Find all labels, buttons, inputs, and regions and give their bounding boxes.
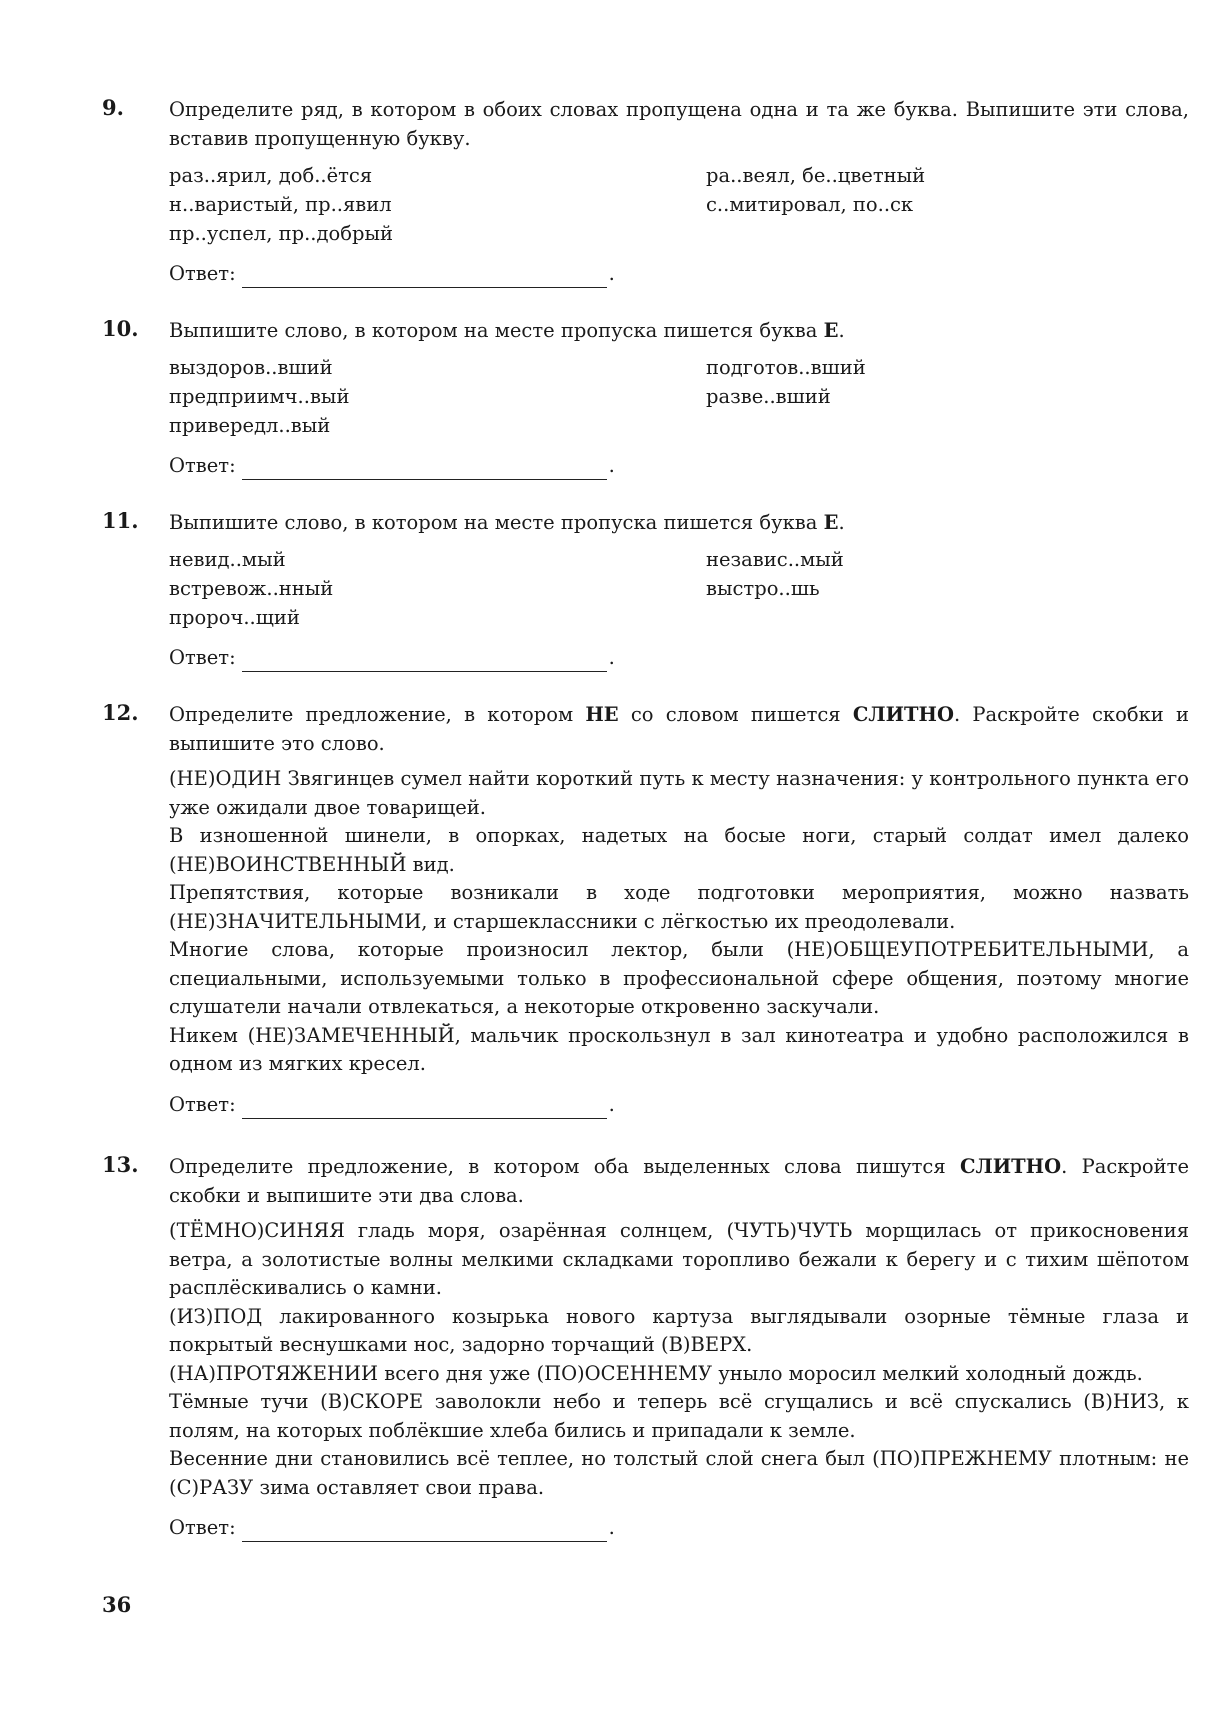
answer-dot: . <box>608 262 615 285</box>
options-grid <box>169 353 1189 440</box>
sentence: Многие слова, которые произносил лектор, были (НЕ)ОБЩЕУПОТРЕБИТЕЛЬНЫМИ, а специальными, используемыми только в профессиональной сфере общения, поэтому многие слушатели начали отвлекаться, а некоторые откровенно заскучали. <box>169 938 1189 1018</box>
task-question: Определите предложение, в котором НЕ со словом пишется СЛИТНО. Раскройте скобки и выпишите это слово. <box>169 703 1189 755</box>
answer-row <box>169 1513 1189 1542</box>
task-number: 9. <box>102 95 124 120</box>
sentence-list <box>169 765 1189 1079</box>
answer-field[interactable] <box>242 651 607 672</box>
task-number: 13. <box>102 1152 139 1177</box>
option: разве..вший <box>706 385 831 408</box>
sentence: Тёмные тучи (В)СКОРЕ заволокли небо и теперь всё сгущались и всё спускались (В)НИЗ, к полям, на которых поблёкшие хлеба бились и припадали к земле. <box>169 1390 1189 1442</box>
answer-label: Ответ: <box>169 262 236 285</box>
task-13 <box>102 1152 1192 1542</box>
answer-field[interactable] <box>242 1521 607 1542</box>
task-number: 11. <box>102 508 139 533</box>
answer-field[interactable] <box>242 267 607 288</box>
task-question: Выпишите слово, в котором на месте пропуска пишется буква Е. <box>169 511 845 534</box>
sentence: (НА)ПРОТЯЖЕНИИ всего дня уже (ПО)ОСЕННЕМУ уныло моросил мелкий холодный дождь. <box>169 1361 1143 1385</box>
options-grid <box>169 161 1189 248</box>
sentence: Весенние дни становились всё теплее, но толстый слой снега был (ПО)ПРЕЖНЕМУ плотным: не (С)РАЗУ зима оставляет свои права. <box>169 1447 1189 1499</box>
option: независ..мый <box>706 548 844 571</box>
task-question: Определите ряд, в котором в обоих словах пропущена одна и та же буква. Выпишите эти слова, вставив пропущенную букву. <box>169 98 1189 150</box>
option: подготов..вший <box>706 356 866 379</box>
option: встревож..нный <box>169 577 334 600</box>
option: н..варистый, пр..явил <box>169 193 392 216</box>
answer-row <box>169 451 1189 480</box>
sentence: (ИЗ)ПОД лакированного козырька нового картуза выглядывали озорные тёмные глаза и покрытый веснушками нос, задорно торчащий (В)ВЕРХ. <box>169 1304 1189 1356</box>
sentence-list <box>169 1217 1189 1502</box>
sentence: Никем (НЕ)ЗАМЕЧЕННЫЙ, мальчик проскользнул в зал кинотеатра и удобно расположился в одном из мягких кресел. <box>169 1023 1189 1075</box>
answer-label: Ответ: <box>169 454 236 477</box>
task-12 <box>102 700 1192 1119</box>
task-10 <box>102 316 1192 480</box>
sentence: Препятствия, которые возникали в ходе подготовки мероприятия, можно назвать (НЕ)ЗНАЧИТЕЛЬНЫМИ, и старшеклассники с лёгкостью их преодолевали. <box>169 881 1189 933</box>
task-9 <box>102 95 1192 288</box>
answer-row <box>169 643 1189 672</box>
option: привередл..вый <box>169 414 331 437</box>
option: пророч..щий <box>169 606 300 629</box>
option: выздоров..вший <box>169 356 333 379</box>
options-grid <box>169 545 1189 632</box>
option: пр..успел, пр..добрый <box>169 222 393 245</box>
option: раз..ярил, доб..ётся <box>169 164 373 187</box>
task-number: 10. <box>102 316 139 341</box>
option: невид..мый <box>169 548 286 571</box>
task-11 <box>102 508 1192 672</box>
sentence: В изношенной шинели, в опорках, надетых на босые ноги, старый солдат имел далеко (НЕ)ВОИНСТВЕННЫЙ вид. <box>169 824 1189 876</box>
option: выстро..шь <box>706 577 820 600</box>
answer-row <box>169 1090 1189 1119</box>
task-number: 12. <box>102 700 139 725</box>
option: предприимч..вый <box>169 385 350 408</box>
answer-dot: . <box>608 454 615 477</box>
answer-row <box>169 259 1189 288</box>
sentence: (ТЁМНО)СИНЯЯ гладь моря, озарённая солнцем, (ЧУТЬ)ЧУТЬ морщилась от прикосновения ветра, а золотистые волны мелкими складками торопливо бежали к берегу и с тихим шёпотом расплёскивались о камни. <box>169 1219 1189 1299</box>
page-number: 36 <box>102 1592 132 1617</box>
task-question: Выпишите слово, в котором на месте пропуска пишется буква Е. <box>169 319 845 342</box>
answer-label: Ответ: <box>169 646 236 669</box>
sentence: (НЕ)ОДИН Звягинцев сумел найти короткий путь к месту назначения: у контрольного пункта его уже ожидали двое товарищей. <box>169 767 1189 819</box>
option: ра..веял, бе..цветный <box>706 164 926 187</box>
answer-dot: . <box>608 1516 615 1539</box>
answer-dot: . <box>608 646 615 669</box>
task-question: Определите предложение, в котором оба выделенных слова пишутся СЛИТНО. Раскройте скобки и выпишите эти два слова. <box>169 1155 1189 1207</box>
answer-dot: . <box>608 1092 615 1116</box>
answer-field[interactable] <box>242 459 607 480</box>
answer-field[interactable] <box>242 1098 607 1119</box>
option: с..митировал, по..ск <box>706 193 914 216</box>
answer-label: Ответ: <box>169 1092 236 1116</box>
answer-label: Ответ: <box>169 1516 236 1539</box>
